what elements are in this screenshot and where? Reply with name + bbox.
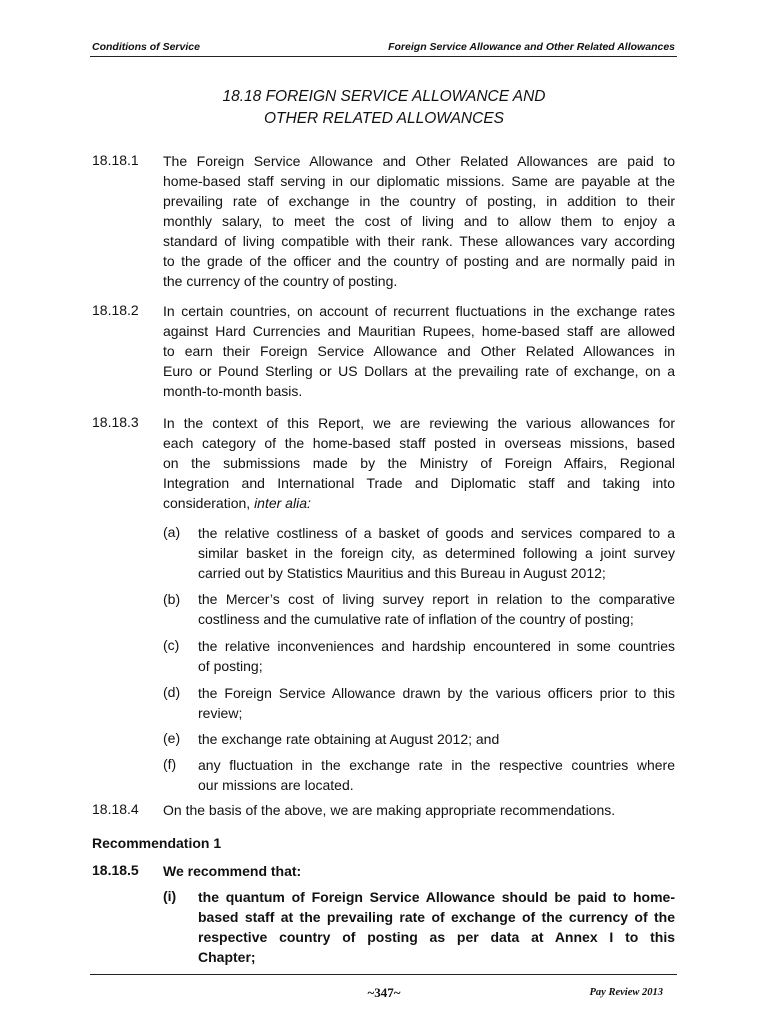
paragraph-line [163,493,675,513]
sub-item-label: (f) [163,756,177,772]
sub-item-c [198,636,675,676]
running-footer-right: Pay Review 2013 [589,987,663,998]
recommendation-line: based staff at the prevailing rate of exchange of the currency of the [198,909,675,925]
sub-item-line: costliness and the cumulative rate of inflation of the country of posting; [198,611,634,627]
sub-item-line: the Foreign Service Allowance drawn by the various officers prior to this [198,685,675,701]
sub-item-b [198,589,675,629]
paragraph-18-18-2 [163,301,675,401]
paragraph-number: 18.18.4 [92,801,139,817]
sub-item-label: (a) [163,524,181,540]
sub-item-e [198,729,675,749]
paragraph-18-18-4 [163,800,675,820]
paragraph-line: prevailing rate of exchange in the country of posting, in addition to their [163,193,675,209]
paragraph-number: 18.18.1 [92,152,139,168]
paragraph-number: 18.18.2 [92,302,139,318]
sub-item-line: similar basket in the foreign city, as determined following a joint survey [198,545,675,561]
paragraph-number: 18.18.3 [92,414,139,430]
page-number: ~347~ [367,985,401,1000]
section-title-line-1: 18.18 FOREIGN SERVICE ALLOWANCE AND [222,88,546,105]
paragraph-line: against Hard Currencies and Mauritian Rupees, home-based staff are allowed [163,323,675,339]
header-rule [90,56,677,57]
paragraph-line: Euro or Pound Sterling or US Dollars at the prevailing rate of exchange, on a [163,363,675,379]
footer-rule [90,974,677,975]
sub-item-label: (d) [163,684,181,700]
paragraph-line: monthly salary, to meet the cost of living and to allow them to enjoy a [163,213,675,229]
paragraph-line: We recommend that: [163,863,302,879]
sub-item-label: (e) [163,730,181,746]
sub-item-line: the relative inconveniences and hardship encountered in some countries [198,638,675,654]
recommendation-intro [163,861,675,881]
paragraph-18-18-1 [163,151,675,291]
paragraph-line: month-to-month basis. [163,383,303,399]
recommendation-item [198,887,675,967]
inter-alia-text: inter alia: [254,495,311,511]
paragraph-line-text: consideration, [163,495,255,511]
paragraph-number: 18.18.5 [92,862,139,878]
paragraph-line: In the context of this Report, we are reviewing the various allowances for [163,415,675,431]
sub-item-label: (b) [163,591,181,607]
sub-item-label: (c) [163,637,180,653]
recommendation-line: respective country of posting as per data at Annex I to this [198,929,675,945]
paragraph-line: home-based staff serving in our diplomatic missions. Same are payable at the [163,173,675,189]
sub-item-d [198,683,675,723]
section-title-line-2: OTHER RELATED ALLOWANCES [263,110,504,127]
paragraph-line: each category of the home-based staff posted in overseas missions, based [163,435,675,451]
paragraph-line: on the submissions made by the Ministry of Foreign Affairs, Regional [163,455,675,471]
recommendation-line: Chapter; [198,949,256,965]
paragraph-line: to earn their Foreign Service Allowance and Other Related Allowances in [163,343,675,359]
paragraph-line: In certain countries, on account of recurrent fluctuations in the exchange rates [163,303,675,319]
sub-item-line: any fluctuation in the exchange rate in the respective countries where [198,757,675,773]
paragraph-18-18-3 [163,413,675,513]
sub-item-line: our missions are located. [198,777,354,793]
running-header-left: Conditions of Service [92,41,200,53]
sub-item-line: carried out by Statistics Mauritius and this Bureau in August 2012; [198,565,606,581]
paragraph-line: standard of living compatible with their rank. These allowances vary according [163,233,675,249]
recommendation-heading: Recommendation 1 [92,835,222,851]
recommendation-line: the quantum of Foreign Service Allowance should be paid to home- [198,889,675,905]
sub-item-line: the relative costliness of a basket of goods and services compared to a [198,525,675,541]
paragraph-line: Integration and International Trade and Diplomatic staff and taking into [163,475,675,491]
paragraph-line: the currency of the country of posting. [163,273,398,289]
sub-item-line: the Mercer’s cost of living survey report in relation to the comparative [198,591,675,607]
sub-item-f [198,755,675,795]
sub-item-line: review; [198,705,243,721]
paragraph-line: On the basis of the above, we are making appropriate recommendations. [163,802,616,818]
sub-item-line: the exchange rate obtaining at August 2012; and [198,731,500,747]
recommendation-item-label: (i) [163,888,177,904]
sub-item-a [198,523,675,583]
paragraph-line: The Foreign Service Allowance and Other Related Allowances are paid to [163,153,675,169]
sub-item-line: of posting; [198,658,263,674]
running-header-right: Foreign Service Allowance and Other Related Allowances [388,41,675,53]
paragraph-line: to the grade of the officer and the country of posting and are normally paid in [163,253,675,269]
